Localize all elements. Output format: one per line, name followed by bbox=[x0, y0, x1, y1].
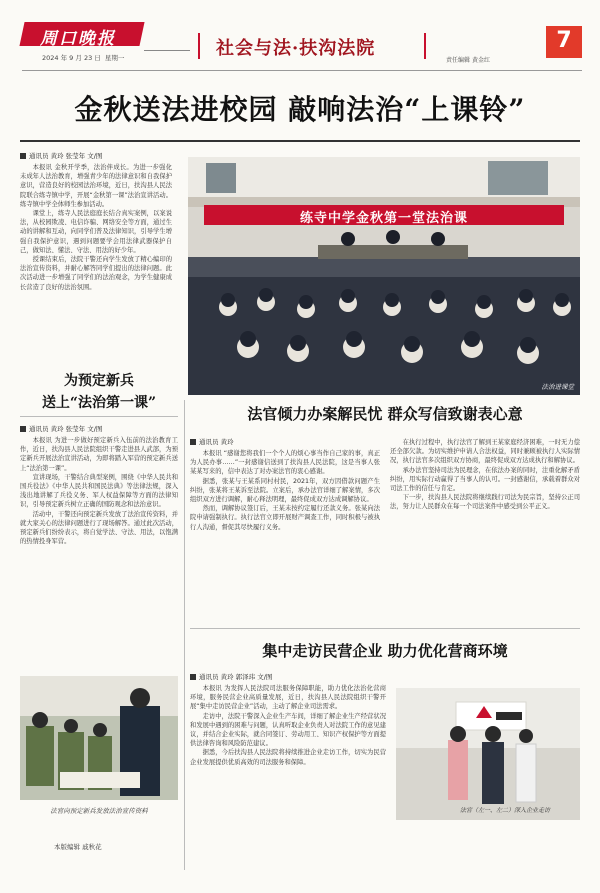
article3-byline: 通讯员 黄玲 bbox=[190, 437, 234, 446]
article3-para: 承办法官坚持司法为民理念，在依法办案的同时，注重化解矛盾纠纷，用实际行动赢得了当事人的认可。一封感谢信，承载着群众对司法工作的信任与肯定。 bbox=[390, 466, 580, 493]
photo1-caption: 法治进课堂 bbox=[541, 383, 574, 391]
bottom-left-label: 本版编辑 戚秋花 bbox=[54, 843, 102, 851]
photo3-caption: 法官（左一、左二）深入企业走访 bbox=[460, 807, 551, 814]
classroom-photo bbox=[188, 157, 580, 395]
article3-title: 法官倾力办案解民忧 群众写信致谢表心意 bbox=[247, 405, 523, 423]
issue-date: 2024 年 9 月 23 日 星期一 bbox=[42, 54, 125, 62]
enterprise-scene bbox=[396, 688, 580, 820]
article3-para: 本报讯 “感谢您将我们一个个人的烦心事当作自己家的事，真正为人民办事……”一封感谢信送到了扶沟县人民法院，这是当事人张某某写来的，信中表达了对办案法官的衷心感谢。 bbox=[190, 450, 380, 476]
column-divider bbox=[184, 400, 185, 870]
editor-credit: 责任编辑 黄金红 bbox=[446, 57, 490, 64]
article4-para: 本报讯 为发挥人民法院司法服务保障职能，助力优化法治化营商环境，服务民营企业高质量发展，近日，扶沟县人民法院组织干警开展“集中走访民营企业”活动，主动了解企业司法需求。 bbox=[190, 685, 386, 711]
article2-para: 本报讯 为进一步做好预定新兵入伍前的法治教育工作，近日，扶沟县人民法院组织干警走进县人武部，为预定新兵开展法治宣讲活动，为即将踏入军营的预定新兵送上“法治第一课”。 bbox=[20, 437, 178, 472]
article3-bottom-rule bbox=[190, 628, 580, 629]
enterprise-photo bbox=[396, 688, 580, 820]
article2-para: 宣讲现场，干警结合典型案例，围绕《中华人民共和国兵役法》《中华人民共和国民法典》等法律法规，深入浅出地讲解了兵役义务、军人权益保障等方面的法律知识，引导预定新兵树立正确的国防观念和法治意识。 bbox=[20, 473, 178, 509]
logo-text: 周口晚报 bbox=[40, 29, 116, 49]
article1-body bbox=[20, 163, 172, 355]
article2-title-rule bbox=[20, 416, 178, 417]
article1-para: 本报讯 金秋开学季，法治伴成长。为进一步强化未成年人法治教育，增强青少年的法律意识和自我保护意识，营造良好的校园法治环境，近日，扶沟县人民法院联合练寺镇中学，开展“金秋第一课”法治宣讲活动。练寺镇中学全体师生参加活动。 bbox=[20, 164, 172, 208]
recruits-photo bbox=[20, 676, 178, 800]
article3-para: 据悉，张某与王某系同村村民，2021年，双方因借款问题产生纠纷，张某将王某诉至法院。立案后，承办法官详细了解案情，多次组织双方进行调解，耐心释法明理，最终促成双方达成调解协议。 bbox=[190, 477, 380, 504]
photo2-caption: 法官向预定新兵发放法治宣传资料 bbox=[50, 807, 148, 815]
section-bracket bbox=[198, 33, 200, 59]
article1-para: 授课结束后，法院干警还向学生发放了精心编印的法治宣传资料，并耐心解答同学们提出的法律问题。此次活动进一步增强了同学们的法治观念，为学生健康成长营造了良好的法治氛围。 bbox=[20, 256, 172, 291]
article4-para: 据悉，今后扶沟县人民法院将持续推进企业走访工作，切实为民营企业发展提供优质高效的司法服务和保障。 bbox=[190, 749, 386, 766]
main-headline: 金秋送法进校园 敲响法治“上课铃” bbox=[74, 93, 526, 126]
article4-byline: 通讯员 黄玲 郭泽玮 文/图 bbox=[190, 672, 272, 681]
classroom-scene bbox=[188, 157, 580, 395]
article3-para: 在执行过程中，执行法官了解到王某家庭经济困难，一时无力偿还全部欠款。为切实维护申请人合法权益，同时兼顾被执行人实际情况，执行法官多次组织双方协商，最终促成双方达成执行和解协议。 bbox=[390, 439, 580, 465]
article3-col2 bbox=[390, 438, 580, 618]
article4-body bbox=[190, 684, 386, 864]
masthead-rule bbox=[22, 70, 582, 71]
article4-para: 走访中，法院干警深入企业生产车间，详细了解企业生产经营状况和发展中遇到的困难与问题，认真听取企业负责人对法院工作的意见建议，并结合企业实际，就合同签订、劳动用工、知识产权保护等方面提供法律咨询和风险防范建议。 bbox=[190, 712, 386, 748]
article2-body bbox=[20, 436, 178, 666]
section-bracket-right bbox=[424, 33, 426, 59]
headline-rule bbox=[20, 140, 580, 142]
article2-title-line1: 为预定新兵 bbox=[64, 373, 134, 389]
article2-byline: 通讯员 黄玲 张莹年 文/图 bbox=[20, 424, 102, 433]
article1-byline: 通讯员 黄玲 张莹年 文/图 bbox=[20, 151, 102, 160]
masthead-divider-left bbox=[144, 50, 190, 51]
article1-para: 课堂上，练寺人民法庭庭长结合真实案例，以案说法，从校园欺凌、电信诈骗、网络安全等方面，通过生动的讲解和互动，向同学们普及法律知识，引导学生增强自我保护意识，遇到问题要学会用法律武器保护自己，做知法、懂法、守法、用法的好少年。 bbox=[20, 210, 172, 254]
masthead bbox=[0, 0, 600, 78]
article3-para: 然而，调解协议签订后，王某未按约定履行还款义务。张某向法院申请强制执行。执行法官立即开展财产调查工作，同时积极与被执行人沟通，督促其尽快履行义务。 bbox=[190, 505, 380, 531]
section-title: 社会与法·扶沟法院 bbox=[216, 38, 376, 59]
article3-para: 下一步，扶沟县人民法院将继续践行司法为民宗旨，坚持公正司法，努力让人民群众在每一个司法案件中感受到公平正义。 bbox=[390, 494, 580, 511]
page-number: 7 bbox=[556, 28, 572, 53]
article4-title: 集中走访民营企业 助力优化营商环境 bbox=[262, 642, 508, 660]
banner-text: 练寺中学金秋第一堂法治课 bbox=[299, 211, 468, 226]
article2-para: 活动中，干警还向预定新兵发放了法治宣传资料，并就大家关心的法律问题进行了现场解答。通过此次活动，预定新兵们纷纷表示，将自觉学法、守法、用法，以饱满的热情投身军营。 bbox=[20, 510, 178, 546]
article2-title-line2: 送上“法治第一课” bbox=[41, 395, 157, 411]
recruits-scene bbox=[20, 676, 178, 800]
article3-col1 bbox=[190, 449, 380, 619]
